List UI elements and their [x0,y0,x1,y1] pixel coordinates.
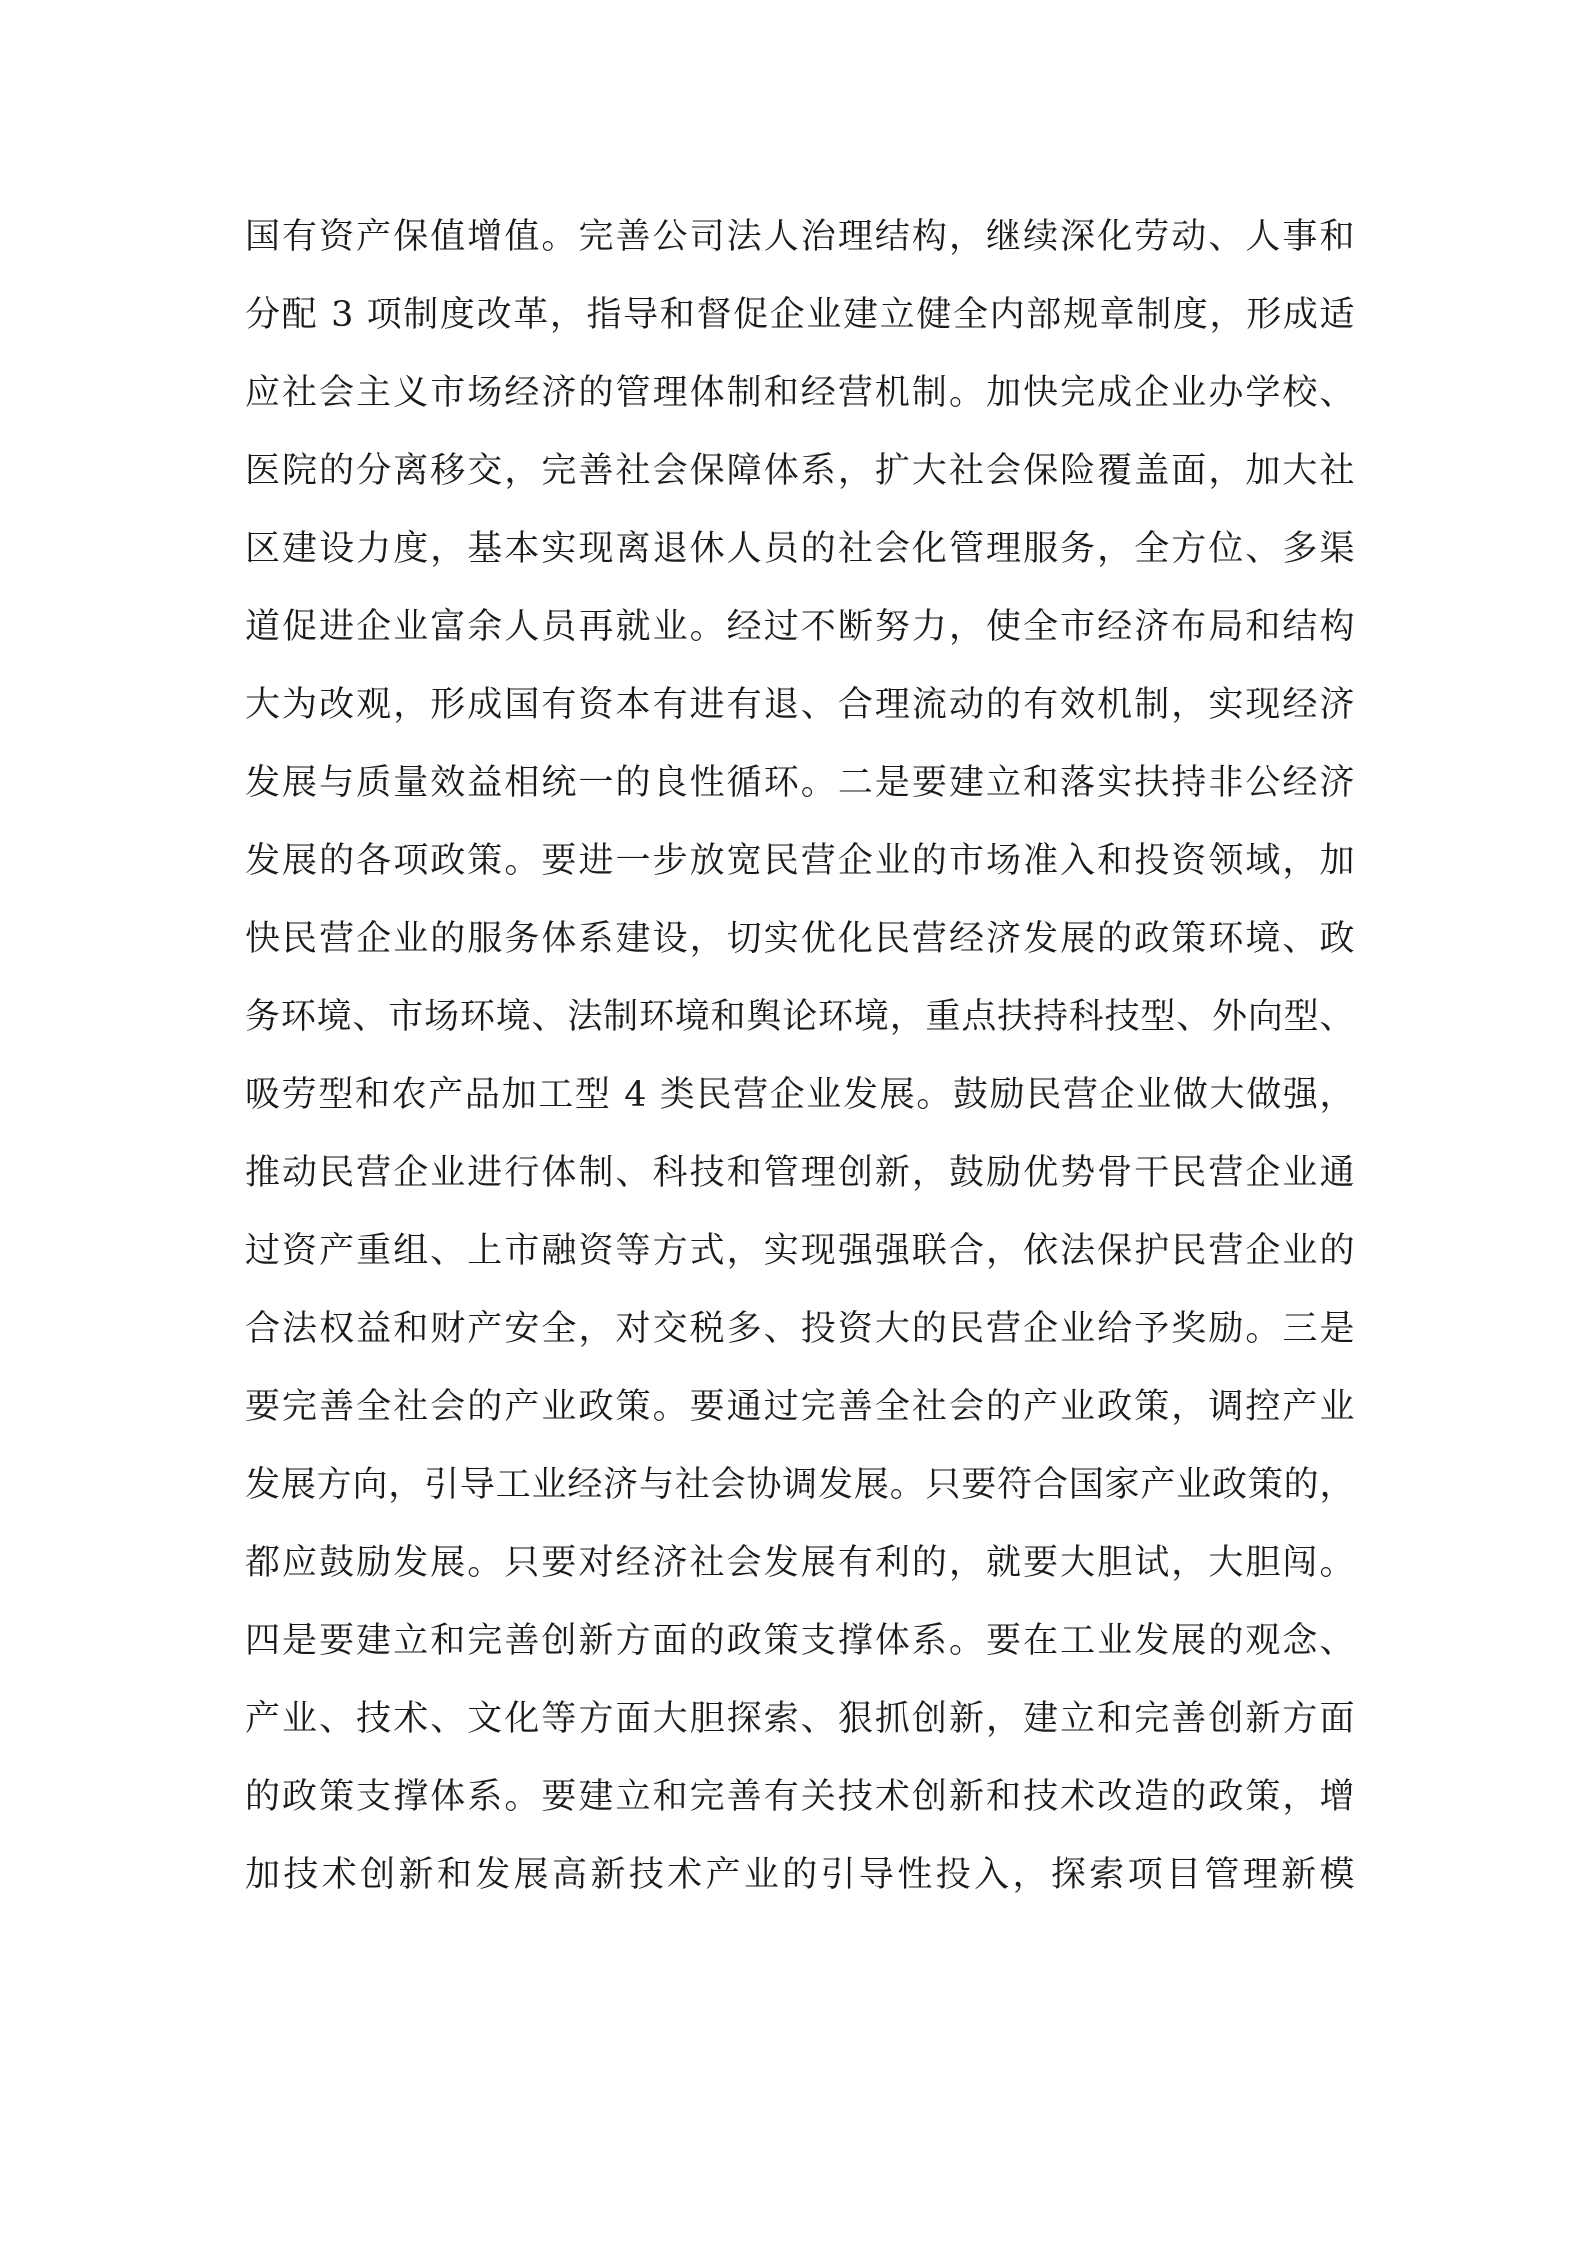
text-line: 国有资产保值增值。完善公司法人治理结构，继续深化劳动、人事和 [245,217,1355,257]
text-line: 合法权益和财产安全，对交税多、投资大的民营企业给予奖励。三是 [245,1309,1355,1349]
text-line: 的政策支撑体系。要建立和完善有关技术创新和技术改造的政策，增 [245,1777,1355,1817]
text-line: 应社会主义市场经济的管理体制和经营机制。加快完成企业办学校、 [245,373,1355,413]
text-line: 吸劳型和农产品加工型 4 类民营企业发展。鼓励民营企业做大做强， [245,1075,1355,1115]
text-line: 道促进企业富余人员再就业。经过不断努力，使全市经济布局和结构 [245,607,1355,647]
text-line: 加技术创新和发展高新技术产业的引导性投入，探索项目管理新模 [245,1855,1355,1895]
text-line: 过资产重组、上市融资等方式，实现强强联合，依法保护民营企业的 [245,1231,1355,1271]
text-line: 发展方向，引导工业经济与社会协调发展。只要符合国家产业政策的， [245,1465,1355,1505]
text-line: 区建设力度，基本实现离退休人员的社会化管理服务，全方位、多渠 [245,529,1355,569]
text-line: 都应鼓励发展。只要对经济社会发展有利的，就要大胆试，大胆闯。 [245,1543,1355,1583]
body-text [245,205,1355,1921]
text-line: 要完善全社会的产业政策。要通过完善全社会的产业政策，调控产业 [245,1387,1355,1427]
text-line: 四是要建立和完善创新方面的政策支撑体系。要在工业发展的观念、 [245,1621,1355,1661]
text-line: 推动民营企业进行体制、科技和管理创新，鼓励优势骨干民营企业通 [245,1153,1355,1193]
text-line: 医院的分离移交，完善社会保障体系，扩大社会保险覆盖面，加大社 [245,451,1355,491]
text-line: 产业、技术、文化等方面大胆探索、狠抓创新，建立和完善创新方面 [245,1699,1355,1739]
text-line: 快民营企业的服务体系建设，切实优化民营经济发展的政策环境、政 [245,919,1355,959]
text-line: 大为改观，形成国有资本有进有退、合理流动的有效机制，实现经济 [245,685,1355,725]
text-line: 发展的各项政策。要进一步放宽民营企业的市场准入和投资领域，加 [245,841,1355,881]
text-line: 务环境、市场环境、法制环境和舆论环境，重点扶持科技型、外向型、 [245,997,1355,1037]
text-line: 分配 3 项制度改革，指导和督促企业建立健全内部规章制度，形成适 [245,295,1355,335]
text-line: 发展与质量效益相统一的良性循环。二是要建立和落实扶持非公经济 [245,763,1355,803]
